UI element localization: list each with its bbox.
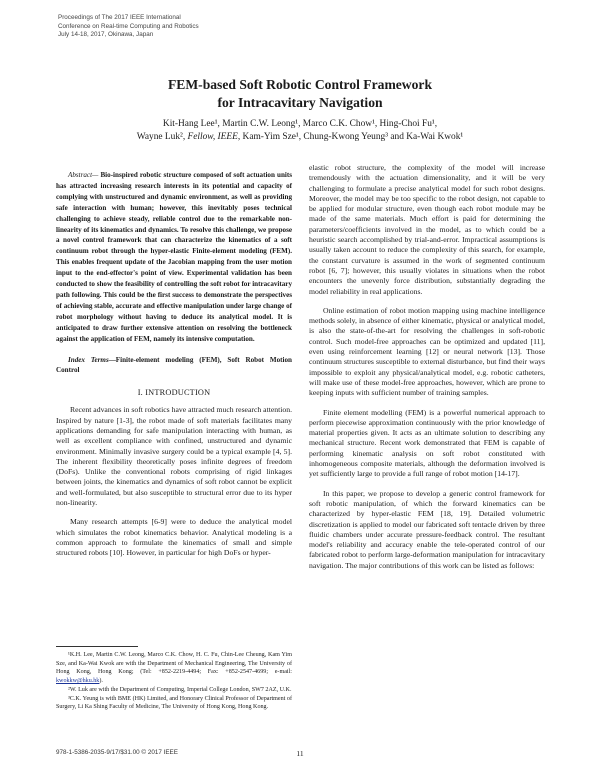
page-number: 11 <box>296 749 304 758</box>
footnote-1-end: ). <box>99 678 103 685</box>
footnotes <box>56 646 292 712</box>
footnote-rule <box>56 646 138 647</box>
paper-title <box>0 76 600 111</box>
right-paragraph-3: Finite element modelling (FEM) is a powerful numerical approach to perform piecewise approximation continuously with the prior knowledge of material properties given. It acts as an ultimate solution to describing any mechanical structure. Recent work demonstrated that FEM is capable of performing kinematic analysis on soft robot constituted with inhomogeneous composite materials, although the deformation involved is yet sufficiently large to provide a full range of robot motion [14-17]. <box>309 407 545 479</box>
authors-line-2-end: , Kam-Yim Sze¹, Chung-Kwong Yeung³ and Ka-Wai Kwok¹ <box>237 131 464 142</box>
fellow-ieee: Fellow, IEEE <box>187 131 238 142</box>
abstract-text: Bio-inspired robotic structure composed of soft actuation units has attracted increasing research interests in its potential and capacity of complying with unstructured and dynamic environment, as well as providing safe interaction with human; however, this inevitably poses technical challenging to achieve steady, reliable control due to the remarkable non-linearity of its kinematics and dynamics. To resolve this challenge, we propose a novel control framework that can characterize the kinematics of a soft continuum robot through the hyper-elastic Finite-element modeling (FEM). This enables frequent update of the Jacobian mapping from the user motion input to the end-effector's point of view. Experimental validation has been conducted to show the feasibility of controlling the soft robot for intracavitary path following. This could be the first success to demonstrate the perspectives of achieving stable, accurate and effective manipulation under large change of robot morphology without having to deduce its analytical model. It is anticipated to draw further extensive attention on resolving the bottleneck against the application of FEM, namely its intensive computation. <box>56 171 292 343</box>
right-column <box>309 163 545 571</box>
index-terms-label: Index Terms <box>68 355 109 364</box>
abstract-label: Abstract— <box>68 171 99 179</box>
isbn-copyright: 978-1-5386-2035-9/17/$31.00 © 2017 IEEE <box>56 749 178 756</box>
footnote-1 <box>56 651 292 686</box>
proceedings-line-3: July 14-18, 2017, Okinawa, Japan <box>58 31 154 39</box>
proceedings-header <box>58 14 199 40</box>
proceedings-line-1: Proceedings of The 2017 IEEE International <box>58 14 181 21</box>
intro-paragraph-1: Recent advances in soft robotics have attracted much research attention. Inspired by nature [1-3], the robot made of soft materials facilitates many applications demanding for safe manipulation interacting with human, as well as excellent compliance with confined, unstructured and dynamic environment. Minimally invasive surgery could be a typical example [4, 5]. The inherent flexibility theoretically poses infinite degrees of freedom (DoFs). Unlike the conventional robots comprising of rigid linkages between joints, the kinematics and dynamics of soft robot cannot be explicit and well-formulated, but also susceptible to structural error due to its hyper non-linearity. <box>56 405 292 507</box>
title-line-1: FEM-based Soft Robotic Control Framework <box>167 77 433 92</box>
left-column <box>56 170 292 558</box>
email-link[interactable]: kwokkw@hku.hk <box>56 678 100 685</box>
proceedings-line-2: Conference on Real-time Computing and Robotics <box>58 22 199 30</box>
intro-paragraph-2: Many research attempts [6-9] were to deduce the analytical model which simulates the robot kinematics behavior. Analytical modeling is a common approach to formulate the kinematics of small and simple structured robots [10]. However, in particular for high DoFs or hyper- <box>56 517 292 558</box>
section-heading-introduction: I. INTRODUCTION <box>137 388 211 398</box>
authors-line-2 <box>0 131 600 144</box>
authors-line-2-start: Wayne Luk², <box>136 131 188 142</box>
right-paragraph-2: Online estimation of robot motion mapping using machine intelligence methods solely, in absence of either kinematic, physical or analytical model, is also the state-of-the-art for resolving the challenges in soft-robotic control. Such model-free approaches can be optimized and updated [11], even using reinforcement learning [12] or neural network [13]. Those continuum structures susceptible to external disturbance, but find their ways impossible to exploit any physical/analytical model, e.g. robotic catheters, will make use of these model-free approaches, however, which are prone to keeping inputs with sufficient number of training samples. <box>309 305 545 398</box>
index-terms <box>56 355 292 377</box>
authors-line-1: Kit-Hang Lee¹, Martin C.W. Leong¹, Marco C.K. Chow¹, Hing-Choi Fu¹, <box>162 119 438 129</box>
right-paragraph-4: In this paper, we propose to develop a generic control framework for soft robotic manipulation, of which the forward kinematics can be characterized by hyper-elastic FEM [18, 19]. Detailed volumetric discretization is applied to model our fabricated soft tentacle driven by three fluidic chambers under accurate pressure-feedback control. The resultant model's reliability and accuracy enable the tele-operated control of our fabricated robot to perform large-deformation manipulation for intracavitary navigation. The major contributions of this work can be listed as follows: <box>309 488 545 570</box>
abstract <box>56 170 292 345</box>
footnote-2: ²W. Luk are with the Department of Computing, Imperial College London, SW7 2AZ, U.K. <box>68 686 292 693</box>
index-terms-text: —Finite-element modeling (FEM), Soft Robot Motion Control <box>56 355 292 375</box>
title-line-2: for Intracavitary Navigation <box>217 94 383 110</box>
right-paragraph-1: elastic robot structure, the complexity of the model will increase tremendously with the actuation dimensionality, and it will be very challenging to formulate a precise analytical model for such robot designs. Moreover, the model may be too specific to the robot design, not capable to be applied for modular structure, even though each robot module may be made of the same materials. Much effort is paid for determining the parameters/coefficients involved in the model, as to which could be a heuristic search accomplished by trial-and-error. Impractical assumptions is usually taken account to reduce the complexity of this search, for example, the constant curvature is assumed in the work of segmented continuum robot [6, 7]; however, this usually violates in situations when the robot encounters the unevenly force distribution, substantially degrading the model reliability in real applications. <box>309 163 545 296</box>
footnote-3: ³C.K. Yeung is with BME (HK) Limited, and Honorary Clinical Professor of Department of Surgery, Li Ka Shing Faculty of Medicine, The University of Hong Kong, Hong Kong. <box>56 695 292 711</box>
author-list <box>0 118 600 143</box>
footnote-1-text: ¹K.H. Lee, Martin C.W. Leong, Marco C.K. Chow, H. C. Fu, Chin-Lee Cheung, Kam Yim Sze, and Ka-Wai Kwok are with the Department of Mechanical Engineering, The University of Hong Kong, Hong Kong; (Tel: +852-2219-4494; Fax: +852-2547-4699; e-mail: <box>56 652 292 676</box>
